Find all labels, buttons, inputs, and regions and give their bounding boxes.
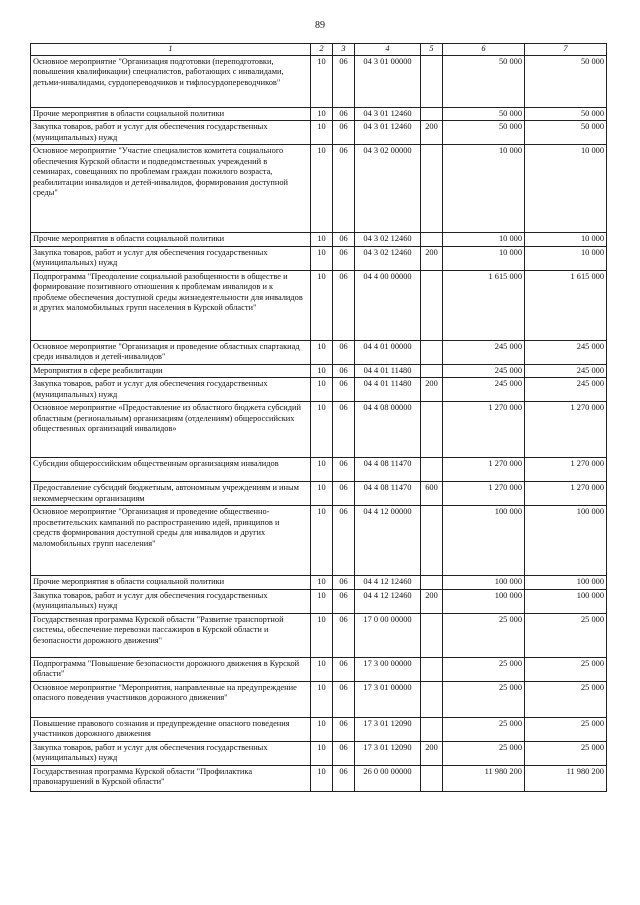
- row-expense-type-code: 200: [421, 378, 443, 402]
- row-expense-type-code: 600: [421, 482, 443, 506]
- row-expense-type-code: 200: [421, 246, 443, 270]
- row-subsection-code: 06: [333, 613, 355, 657]
- table-row: [31, 613, 607, 657]
- column-header: 1: [31, 44, 311, 56]
- table-row: [31, 458, 607, 482]
- row-section-code: 10: [311, 765, 333, 791]
- row-name: Государственная программа Курской области "Развитие транспортной системы, обеспечение перевозки пассажиров в Курской области и безопасности дорожного движения": [31, 613, 311, 657]
- row-subsection-code: 06: [333, 121, 355, 145]
- table-row: [31, 145, 607, 233]
- column-header: 3: [333, 44, 355, 56]
- table-header-row: [31, 44, 607, 56]
- row-name: Закупка товаров, работ и услуг для обеспечения государственных (муниципальных) нужд: [31, 378, 311, 402]
- row-section-code: 10: [311, 576, 333, 590]
- row-expense-type-code: [421, 576, 443, 590]
- table-row: [31, 121, 607, 145]
- budget-table: [30, 43, 607, 792]
- row-section-code: 10: [311, 613, 333, 657]
- row-section-code: 10: [311, 681, 333, 717]
- row-name: Закупка товаров, работ и услуг для обеспечения государственных (муниципальных) нужд: [31, 121, 311, 145]
- row-target-article-code: 04 3 01 00000: [355, 55, 421, 107]
- row-subsection-code: 06: [333, 576, 355, 590]
- table-row: [31, 340, 607, 364]
- row-expense-type-code: [421, 717, 443, 741]
- row-amount-year2: 10 000: [525, 145, 607, 233]
- row-subsection-code: 06: [333, 765, 355, 791]
- row-name: Основное мероприятие "Мероприятия, направленные на предупреждение опасного поведения участников дорожного движения": [31, 681, 311, 717]
- row-subsection-code: 06: [333, 657, 355, 681]
- row-amount-year2: 100 000: [525, 589, 607, 613]
- row-amount-year1: 100 000: [443, 576, 525, 590]
- row-amount-year1: 25 000: [443, 657, 525, 681]
- table-row: [31, 589, 607, 613]
- row-amount-year1: 50 000: [443, 121, 525, 145]
- row-amount-year2: 245 000: [525, 364, 607, 378]
- table-row: [31, 233, 607, 247]
- row-section-code: 10: [311, 589, 333, 613]
- row-subsection-code: 06: [333, 55, 355, 107]
- row-amount-year2: 245 000: [525, 340, 607, 364]
- row-subsection-code: 06: [333, 681, 355, 717]
- row-expense-type-code: [421, 765, 443, 791]
- row-expense-type-code: 200: [421, 589, 443, 613]
- row-target-article-code: 17 3 00 00000: [355, 657, 421, 681]
- row-amount-year2: 1 615 000: [525, 270, 607, 340]
- row-amount-year2: 1 270 000: [525, 402, 607, 458]
- row-amount-year1: 1 270 000: [443, 458, 525, 482]
- row-name: Подпрограмма "Повышение безопасности дорожного движения в Курской области": [31, 657, 311, 681]
- row-target-article-code: 04 4 01 00000: [355, 340, 421, 364]
- table-row: [31, 657, 607, 681]
- row-amount-year2: 25 000: [525, 681, 607, 717]
- row-subsection-code: 06: [333, 233, 355, 247]
- table-row: [31, 717, 607, 741]
- row-expense-type-code: [421, 681, 443, 717]
- row-target-article-code: 04 4 01 11480: [355, 364, 421, 378]
- row-section-code: 10: [311, 378, 333, 402]
- row-target-article-code: 04 4 00 00000: [355, 270, 421, 340]
- row-target-article-code: 04 4 01 11480: [355, 378, 421, 402]
- column-header: 4: [355, 44, 421, 56]
- table-row: [31, 55, 607, 107]
- table-row: [31, 402, 607, 458]
- row-name: Основное мероприятие "Организация и проведение областных спартакиад среди инвалидов и детей-инвалидов": [31, 340, 311, 364]
- row-target-article-code: 26 0 00 00000: [355, 765, 421, 791]
- column-header: 2: [311, 44, 333, 56]
- row-subsection-code: 06: [333, 364, 355, 378]
- row-subsection-code: 06: [333, 482, 355, 506]
- row-name: Прочие мероприятия в области социальной политики: [31, 576, 311, 590]
- row-expense-type-code: [421, 364, 443, 378]
- row-expense-type-code: [421, 506, 443, 576]
- row-expense-type-code: [421, 233, 443, 247]
- row-name: Основное мероприятие "Организация подготовки (переподготовки, повышения квалификации) специалистов, работающих с инвалидами, детьми-инвалидами, сурдопереводчиков и тифлосурдопереводчиков": [31, 55, 311, 107]
- row-target-article-code: 17 3 01 00000: [355, 681, 421, 717]
- row-amount-year1: 1 615 000: [443, 270, 525, 340]
- row-amount-year1: 11 980 200: [443, 765, 525, 791]
- row-expense-type-code: 200: [421, 741, 443, 765]
- row-amount-year2: 50 000: [525, 121, 607, 145]
- row-target-article-code: 04 3 01 12460: [355, 121, 421, 145]
- row-amount-year2: 50 000: [525, 55, 607, 107]
- row-name: Закупка товаров, работ и услуг для обеспечения государственных (муниципальных) нужд: [31, 246, 311, 270]
- row-name: Закупка товаров, работ и услуг для обеспечения государственных (муниципальных) нужд: [31, 741, 311, 765]
- row-section-code: 10: [311, 741, 333, 765]
- row-name: Подпрограмма "Преодоление социальной разобщенности в обществе и формирование позитивного отношения к проблемам инвалидов и к проблеме обеспечения доступной среды жизнедеятельности для инвалидов и других маломобильных групп населения в Курской области": [31, 270, 311, 340]
- row-subsection-code: 06: [333, 402, 355, 458]
- table-row: [31, 681, 607, 717]
- row-target-article-code: 17 3 01 12090: [355, 717, 421, 741]
- row-amount-year1: 25 000: [443, 681, 525, 717]
- row-target-article-code: 17 0 00 00000: [355, 613, 421, 657]
- page-number: 89: [315, 20, 325, 31]
- row-name: Государственная программа Курской области "Профилактика правонарушений в Курской области": [31, 765, 311, 791]
- row-name: Мероприятия в сфере реабилитации: [31, 364, 311, 378]
- row-section-code: 10: [311, 107, 333, 121]
- row-section-code: 10: [311, 506, 333, 576]
- row-expense-type-code: [421, 55, 443, 107]
- row-section-code: 10: [311, 364, 333, 378]
- row-amount-year1: 50 000: [443, 55, 525, 107]
- row-section-code: 10: [311, 233, 333, 247]
- row-section-code: 10: [311, 246, 333, 270]
- column-header: 5: [421, 44, 443, 56]
- row-expense-type-code: 200: [421, 121, 443, 145]
- table-row: [31, 378, 607, 402]
- table-row: [31, 364, 607, 378]
- row-section-code: 10: [311, 458, 333, 482]
- row-subsection-code: 06: [333, 458, 355, 482]
- row-amount-year2: 50 000: [525, 107, 607, 121]
- row-subsection-code: 06: [333, 145, 355, 233]
- row-expense-type-code: [421, 107, 443, 121]
- row-name: Прочие мероприятия в области социальной политики: [31, 233, 311, 247]
- row-name: Предоставление субсидий бюджетным, автономным учреждениям и иным некоммерческим организациям: [31, 482, 311, 506]
- row-amount-year2: 100 000: [525, 576, 607, 590]
- row-subsection-code: 06: [333, 340, 355, 364]
- row-expense-type-code: [421, 613, 443, 657]
- row-expense-type-code: [421, 145, 443, 233]
- row-amount-year2: 25 000: [525, 717, 607, 741]
- row-name: Повышение правового сознания и предупреждение опасного поведения участников дорожного движения: [31, 717, 311, 741]
- row-amount-year2: 245 000: [525, 378, 607, 402]
- row-target-article-code: 04 3 02 12460: [355, 233, 421, 247]
- row-expense-type-code: [421, 270, 443, 340]
- table-body: [31, 55, 607, 791]
- row-target-article-code: 04 4 08 00000: [355, 402, 421, 458]
- row-target-article-code: 04 4 08 11470: [355, 458, 421, 482]
- row-amount-year2: 25 000: [525, 741, 607, 765]
- row-section-code: 10: [311, 482, 333, 506]
- row-amount-year2: 1 270 000: [525, 458, 607, 482]
- row-amount-year1: 10 000: [443, 246, 525, 270]
- row-amount-year1: 25 000: [443, 613, 525, 657]
- row-expense-type-code: [421, 402, 443, 458]
- table-row: [31, 576, 607, 590]
- row-amount-year1: 10 000: [443, 233, 525, 247]
- row-section-code: 10: [311, 145, 333, 233]
- row-section-code: 10: [311, 270, 333, 340]
- row-target-article-code: 04 3 01 12460: [355, 107, 421, 121]
- row-target-article-code: 04 4 12 12460: [355, 576, 421, 590]
- row-amount-year1: 245 000: [443, 340, 525, 364]
- row-section-code: 10: [311, 121, 333, 145]
- row-amount-year2: 1 270 000: [525, 482, 607, 506]
- row-name: Основное мероприятие "Организация и проведение общественно-просветительских кампаний по распространению идей, принципов и средств формирования доступной среды для инвалидов и других маломобильных групп населения": [31, 506, 311, 576]
- column-header: 6: [443, 44, 525, 56]
- row-expense-type-code: [421, 340, 443, 364]
- row-subsection-code: 06: [333, 717, 355, 741]
- row-target-article-code: 04 4 12 00000: [355, 506, 421, 576]
- row-amount-year1: 1 270 000: [443, 482, 525, 506]
- row-amount-year2: 25 000: [525, 657, 607, 681]
- row-section-code: 10: [311, 340, 333, 364]
- row-subsection-code: 06: [333, 107, 355, 121]
- row-subsection-code: 06: [333, 246, 355, 270]
- row-name: Субсидии общероссийским общественным организациям инвалидов: [31, 458, 311, 482]
- row-section-code: 10: [311, 55, 333, 107]
- row-amount-year1: 25 000: [443, 717, 525, 741]
- row-amount-year2: 25 000: [525, 613, 607, 657]
- table-row: [31, 765, 607, 791]
- row-target-article-code: 04 4 08 11470: [355, 482, 421, 506]
- row-target-article-code: 04 3 02 12460: [355, 246, 421, 270]
- row-subsection-code: 06: [333, 589, 355, 613]
- row-amount-year1: 25 000: [443, 741, 525, 765]
- row-amount-year2: 11 980 200: [525, 765, 607, 791]
- row-amount-year2: 100 000: [525, 506, 607, 576]
- row-amount-year1: 100 000: [443, 589, 525, 613]
- row-amount-year1: 1 270 000: [443, 402, 525, 458]
- row-target-article-code: 17 3 01 12090: [355, 741, 421, 765]
- table-row: [31, 270, 607, 340]
- row-amount-year2: 10 000: [525, 233, 607, 247]
- row-amount-year1: 100 000: [443, 506, 525, 576]
- row-amount-year1: 245 000: [443, 378, 525, 402]
- table-row: [31, 741, 607, 765]
- row-amount-year1: 10 000: [443, 145, 525, 233]
- row-section-code: 10: [311, 402, 333, 458]
- row-subsection-code: 06: [333, 506, 355, 576]
- row-expense-type-code: [421, 657, 443, 681]
- row-target-article-code: 04 4 12 12460: [355, 589, 421, 613]
- table-row: [31, 107, 607, 121]
- table-row: [31, 246, 607, 270]
- table-row: [31, 506, 607, 576]
- row-target-article-code: 04 3 02 00000: [355, 145, 421, 233]
- row-subsection-code: 06: [333, 741, 355, 765]
- row-amount-year1: 50 000: [443, 107, 525, 121]
- row-amount-year1: 245 000: [443, 364, 525, 378]
- row-section-code: 10: [311, 717, 333, 741]
- row-subsection-code: 06: [333, 378, 355, 402]
- column-header: 7: [525, 44, 607, 56]
- row-section-code: 10: [311, 657, 333, 681]
- table-row: [31, 482, 607, 506]
- row-expense-type-code: [421, 458, 443, 482]
- row-amount-year2: 10 000: [525, 246, 607, 270]
- row-name: Закупка товаров, работ и услуг для обеспечения государственных (муниципальных) нужд: [31, 589, 311, 613]
- row-name: Основное мероприятие "Участие специалистов комитета социального обеспечения Курской области и подведомственных учреждений в семинарах, совещаниях по проблемам граждан пожилого возраста, реабилитации инвалидов и детей-инвалидов, формирования доступной среды": [31, 145, 311, 233]
- row-subsection-code: 06: [333, 270, 355, 340]
- row-name: Прочие мероприятия в области социальной политики: [31, 107, 311, 121]
- row-name: Основное мероприятие «Предоставление из областного бюджета субсидий областным (региональным) организациям (отделениям) общероссийских общественных организаций инвалидов»: [31, 402, 311, 458]
